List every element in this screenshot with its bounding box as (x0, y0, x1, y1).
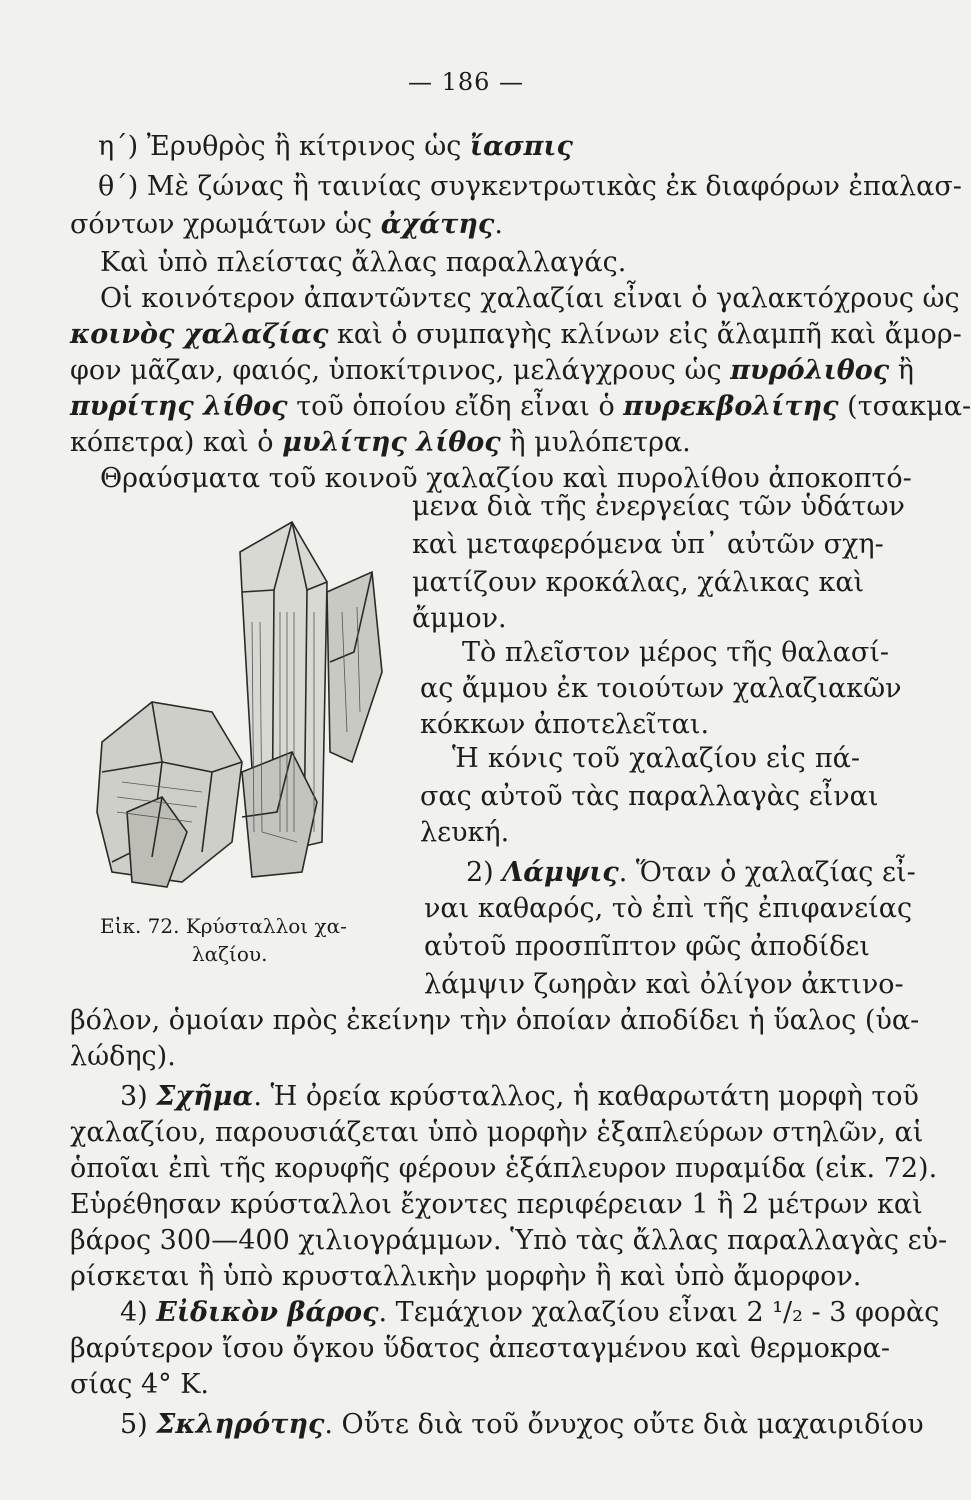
text-span: ἢ μυλόπετρα. (500, 427, 691, 458)
text-line: θ΄) Μὲ ζώνας ἢ ταινίας συγκεντρωτικὰς ἐκ διαφόρων ἐπαλασ- (98, 171, 962, 202)
term-hardness: Σκληρότης (156, 1409, 325, 1440)
text-line: Θραύσματα τοῦ κοινοῦ χαλαζίου καὶ πυρολίθου ἀποκοπτό- (100, 463, 912, 494)
term-common-quartz: κοινὸς χαλαζίας (70, 319, 329, 350)
text-line: ας ἄμμου ἐκ τοιούτων χαλαζιακῶν (420, 673, 902, 704)
text-span: τοῦ ὁποίου εἴδη εἶναι ὁ (287, 391, 624, 422)
text-line: λάμψιν ζωηρὰν καὶ ὀλίγον ἀκτινο- (424, 969, 904, 1000)
text-line: ὁποῖαι ἐπὶ τῆς κορυφῆς φέρουν ἑξάπλευρον πυραμίδα (εἰκ. 72). (70, 1153, 938, 1184)
text-line: σας αὐτοῦ τὰς παραλλαγὰς εἶναι (420, 781, 879, 812)
text-line (70, 318, 962, 352)
text-line: Τὸ πλεῖστον μέρος τῆς θαλασί- (462, 637, 890, 668)
page-number: — 186 — (407, 68, 525, 96)
text-line (70, 354, 914, 388)
text-span: . Οὔτε διὰ τοῦ ὄνυχος οὔτε διὰ μαχαιριδίου (324, 1409, 924, 1440)
term-luster: Λάμψις (502, 857, 619, 888)
term-millstone: μυλίτης λίθος (282, 427, 501, 458)
text-line (120, 1296, 940, 1330)
text-span: η΄) Ἐρυθρὸς ἢ κίτρινος ὡς (98, 131, 470, 162)
text-span: φον μᾶζαν, φαιός, ὑποκίτρινος, μελάγχρους ὡς (70, 355, 731, 386)
text-line: λευκή. (420, 817, 510, 848)
text-span: σόντων χρωμάτων ὡς (70, 209, 381, 240)
text-line (70, 208, 860, 242)
text-line: λώδης). (70, 1041, 176, 1072)
term-flint: πυρόλιθος (730, 355, 890, 386)
text-span: ἢ (889, 355, 914, 386)
text-span: . Ὅταν ὁ χαλαζίας εἶ- (618, 857, 916, 888)
text-span: 5) (120, 1409, 157, 1440)
text-line: βαρύτερον ἴσου ὄγκου ὕδατος ἀπεσταγμένου καὶ θερμοκρα- (70, 1333, 890, 1364)
text-line: μενα διὰ τῆς ἐνεργείας τῶν ὑδάτων (412, 491, 905, 522)
text-span: καὶ ὁ συμπαγὴς κλίνων εἰς ἄλαμπῆ καὶ ἄμορ- (328, 319, 962, 350)
text-line: καὶ μεταφερόμενα ὑπ᾽ αὐτῶν σχη- (412, 529, 884, 560)
text-line: ἄμμον. (412, 603, 507, 634)
text-line (120, 1080, 919, 1114)
text-span: (τσακμα- (838, 391, 971, 422)
text-span: 2) (466, 857, 503, 888)
text-line: ναι καθαρός, τὸ ἐπὶ τῆς ἐπιφανείας (424, 893, 913, 924)
text-span: . (494, 209, 503, 240)
term-agate: ἀχάτης (380, 209, 495, 240)
text-span: κόπετρα) καὶ ὁ (70, 427, 283, 458)
text-line: σίας 4° Κ. (70, 1369, 209, 1400)
text-line (70, 426, 860, 460)
text-span: . Τεμάχιον χαλαζίου εἶναι 2 ¹/₂ - 3 φορὰς (378, 1297, 940, 1328)
text-line: Καὶ ὑπὸ πλείστας ἄλλας παραλλαγάς. (100, 247, 627, 278)
text-line: αὐτοῦ προσπῖπτον φῶς ἀποδίδει (424, 931, 870, 962)
text-line: ρίσκεται ἢ ὑπὸ κρυσταλλικὴν μορφὴν ἢ καὶ ὑπὸ ἄμορφον. (70, 1261, 862, 1292)
text-line: ματίζουν κροκάλας, χάλικας καὶ (412, 567, 865, 598)
text-line (98, 130, 888, 164)
text-line: χαλαζίου, παρουσιάζεται ὑπὸ μορφὴν ἑξαπλεύρων στηλῶν, αἱ (70, 1117, 924, 1148)
text-line: Ἡ κόνις τοῦ χαλαζίου εἰς πά- (452, 743, 860, 774)
text-line: Εὑρέθησαν κρύσταλλοι ἔχοντες περιφέρειαν 1 ἢ 2 μέτρων καὶ (70, 1189, 923, 1220)
text-span: 3) (120, 1081, 157, 1112)
text-line: βάρος 300—400 χιλιογράμμων. Ὑπὸ τὰς ἄλλας παραλλαγὰς εὑ- (70, 1225, 948, 1256)
quartz-crystal-illustration (92, 512, 392, 902)
text-span: . Ἡ ὀρεία κρύσταλλος, ἡ καθαρωτάτη μορφὴ τοῦ (253, 1081, 919, 1112)
term-specific-gravity: Εἰδικὸν βάρος (156, 1297, 379, 1328)
text-line: βόλον, ὁμοίαν πρὸς ἐκείνην τὴν ὁποίαν ἀποδίδει ἡ ὕαλος (ὑα- (70, 1005, 920, 1036)
term-shape: Σχῆμα (156, 1081, 254, 1112)
term-jasper: ἴασπις (469, 131, 573, 162)
text-line: κόκκων ἀποτελεῖται. (420, 709, 710, 740)
text-span: 4) (120, 1297, 157, 1328)
figure-72 (92, 512, 392, 902)
term-pyrite-stone: πυρίτης λίθος (70, 391, 288, 422)
text-line (70, 390, 971, 424)
term-pyrekbolite: πυρεκβολίτης (623, 391, 839, 422)
caption-line: Εἰκ. 72. Κρύσταλλοι χα- (100, 914, 347, 938)
text-line: Οἱ κοινότερον ἀπαντῶντες χαλαζίαι εἶναι ὁ γαλακτόχρους ὡς (100, 283, 960, 314)
caption-line: λαζίου. (192, 942, 268, 966)
figure-caption (100, 912, 400, 968)
text-line (466, 856, 916, 890)
text-line (120, 1408, 924, 1442)
